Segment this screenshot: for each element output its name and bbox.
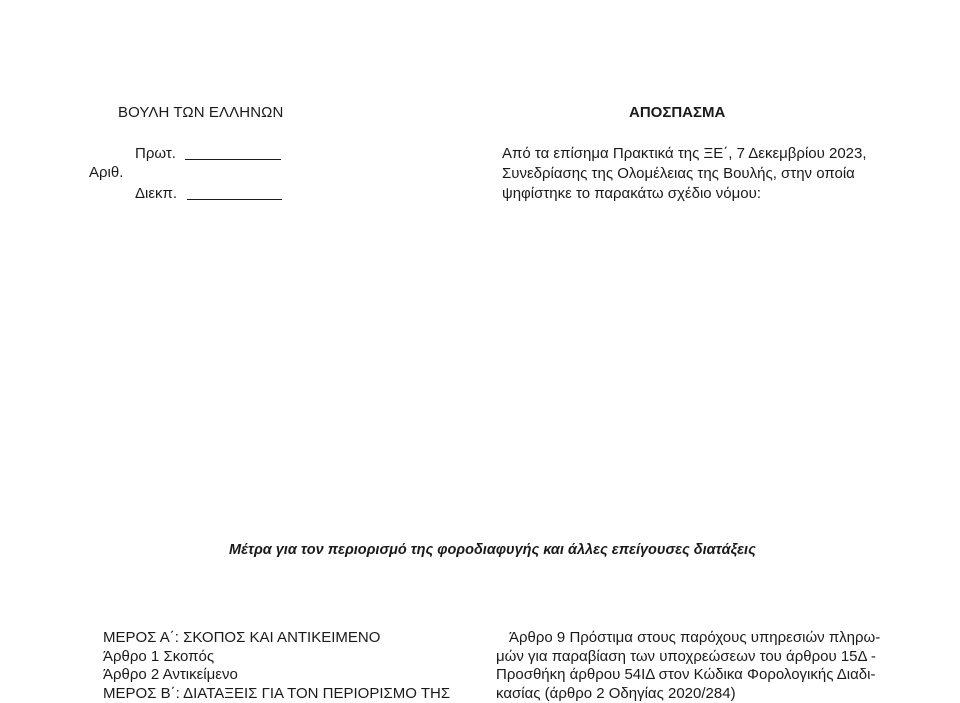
extract-intro bbox=[502, 144, 882, 204]
protocol-number-label: Πρωτ. bbox=[135, 145, 176, 162]
dispatch-number-label: Διεκπ. bbox=[135, 185, 177, 202]
dispatch-number-blank-line bbox=[187, 199, 282, 200]
bill-title: Μέτρα για τον περιορισμό της φοροδιαφυγής και άλλες επείγουσες διατάξεις bbox=[229, 542, 756, 558]
toc-line: μών για παραβίαση των υποχρεώσεων του άρθρου 15Δ - bbox=[496, 648, 880, 667]
toc-left-column bbox=[103, 629, 450, 703]
extract-intro-line: Συνεδρίασης της Ολομέλειας της Βουλής, στην οποία bbox=[502, 164, 882, 184]
extract-intro-line: Από τα επίσημα Πρακτικά της ΞΕ΄, 7 Δεκεμβρίου 2023, bbox=[502, 144, 882, 164]
toc-line: Άρθρο 2 Αντικείμενο bbox=[103, 666, 450, 685]
toc-line: Προσθήκη άρθρου 54ΙΔ στον Κώδικα Φορολογικής Διαδι- bbox=[496, 666, 880, 685]
toc-line: Άρθρο 1 Σκοπός bbox=[103, 648, 450, 667]
extract-title: ΑΠΟΣΠΑΣΜΑ bbox=[629, 104, 725, 121]
toc-line: Άρθρο 9 Πρόστιμα στους παρόχους υπηρεσιών πληρω- bbox=[496, 629, 880, 648]
toc-line: κασίας (άρθρο 2 Οδηγίας 2020/284) bbox=[496, 685, 880, 703]
protocol-number-blank-line bbox=[185, 159, 281, 160]
parliament-name: ΒΟΥΛΗ ΤΩΝ ΕΛΛΗΝΩΝ bbox=[118, 104, 283, 121]
number-label: Αριθ. bbox=[89, 164, 123, 181]
extract-intro-line: ψηφίστηκε το παρακάτω σχέδιο νόμου: bbox=[502, 184, 882, 204]
toc-line: ΜΕΡΟΣ Β΄: ΔΙΑΤΑΞΕΙΣ ΓΙΑ ΤΟΝ ΠΕΡΙΟΡΙΣΜΟ ΤΗΣ bbox=[103, 685, 450, 703]
toc-right-column bbox=[496, 629, 880, 703]
toc-line: ΜΕΡΟΣ Α΄: ΣΚΟΠΟΣ ΚΑΙ ΑΝΤΙΚΕΙΜΕΝΟ bbox=[103, 629, 450, 648]
